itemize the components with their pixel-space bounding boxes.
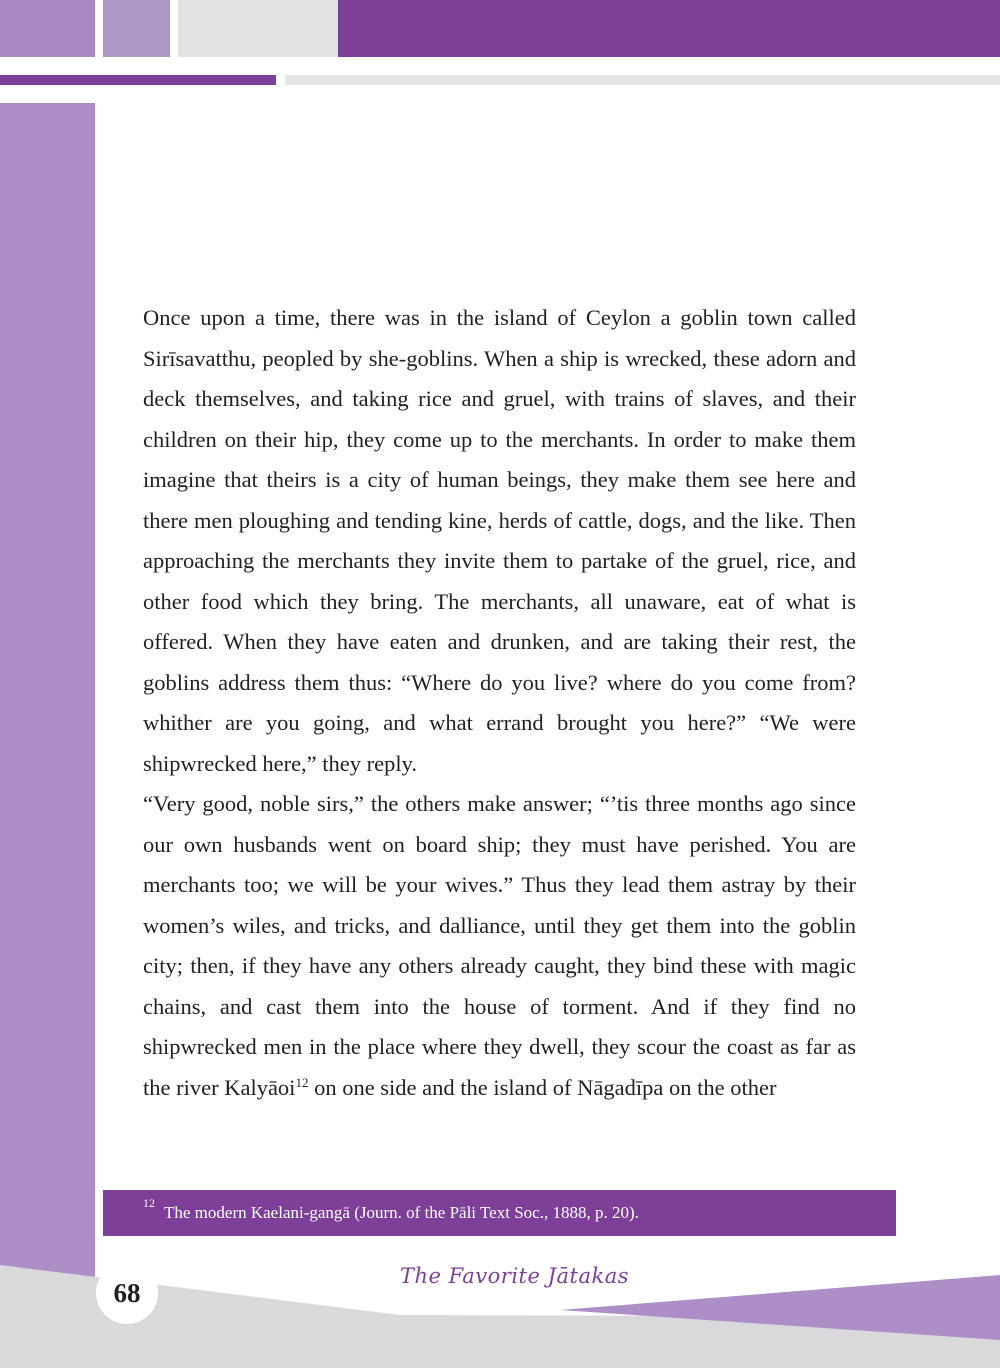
paragraph-text: “Very good, noble sirs,” the others make answer; “’tis three months ago since our own husbands went on board ship; they must have perished. You are merchants too; we will be your wives.” Thus they lead them astray by their women’s wiles, and tricks, and dalliance, until they get them into the goblin city; then, if they have any others already caught, they bind these with magic chains, and cast them into the house of torment. And if they find no shipwrecked men in the place where they dwell, they scour the coast as far as the river Kalyāoi <box>143 791 856 1100</box>
header-decor-block <box>0 0 95 57</box>
running-title: The Favorite Jātakas <box>400 1264 630 1288</box>
paragraph <box>143 784 856 1108</box>
footnote-number: 12 <box>143 1196 155 1210</box>
paragraph: Once upon a time, there was in the island of Ceylon a goblin town called Sirīsavatthu, peopled by she-goblins. When a ship is wrecked, these adorn and deck themselves, and taking rice and gruel, with trains of slaves, and their children on their hip, they come up to the merchants. In order to make them imagine that theirs is a city of human beings, they make them see here and there men ploughing and tending kine, herds of cattle, dogs, and the like. Then approaching the merchants they invite them to partake of the gruel, rice, and other food which they bring. The merchants, all unaware, eat of what is offered. When they have eaten and drunken, and are taking their rest, the goblins address them thus: “Where do you live? where do you come from? whither are you going, and what errand brought you here?” “We were shipwrecked here,” they reply. <box>143 305 856 776</box>
header-decor-block <box>178 0 338 57</box>
header-rule <box>0 75 276 85</box>
header-decor-block <box>103 0 170 57</box>
page-number: 68 <box>96 1262 158 1324</box>
footnote-reference[interactable]: 12 <box>295 1074 309 1090</box>
header-rule <box>285 75 1000 85</box>
footnote-text: The modern Kaelani-gangā (Journ. of the Pāli Text Soc., 1888, p. 20). <box>164 1203 639 1222</box>
side-decor-bar <box>0 103 95 1303</box>
paragraph-text: on one side and the island of Nāgadīpa on the other <box>308 1074 777 1100</box>
header-decor-block <box>338 0 1000 57</box>
footnote <box>103 1190 896 1236</box>
body-text <box>143 298 856 1108</box>
